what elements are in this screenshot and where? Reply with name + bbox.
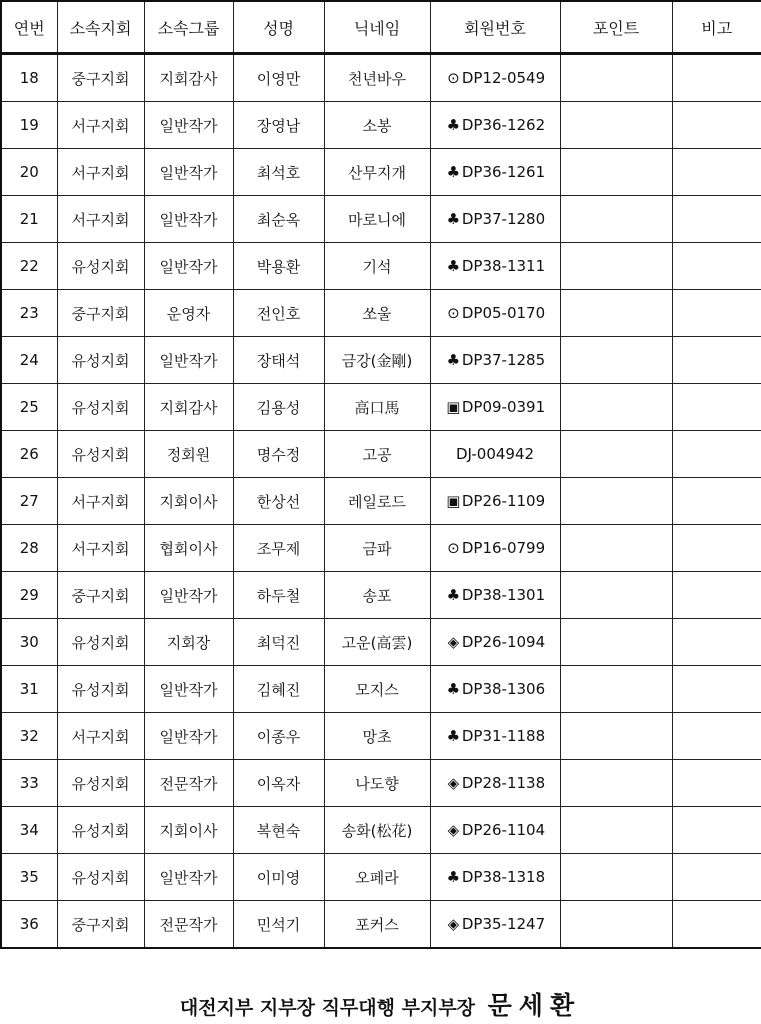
serial-cell: 23 [1,290,57,337]
nickname-cell: 고운(高雲) [324,619,430,666]
member-number-text: DP37-1285 [461,351,546,369]
branch-cell: 서구지회 [57,478,144,525]
table-row [1,901,761,949]
column-header-points: 포인트 [560,1,672,54]
member-number-cell [430,760,560,807]
serial-cell: 24 [1,337,57,384]
member-number-cell [430,807,560,854]
notes-cell [672,666,761,713]
notes-cell [672,854,761,901]
table-row [1,149,761,196]
name-cell: 이미영 [233,854,324,901]
table-row [1,807,761,854]
points-cell [560,807,672,854]
table-row [1,760,761,807]
nickname-cell: 高口馬 [324,384,430,431]
nickname-cell: 망초 [324,713,430,760]
serial-cell: 36 [1,901,57,949]
branch-cell: 유성지회 [57,337,144,384]
table-row [1,854,761,901]
group-cell: 일반작가 [144,243,233,290]
group-cell: 지회장 [144,619,233,666]
nickname-cell: 고공 [324,431,430,478]
header-row [1,1,761,54]
notes-cell [672,525,761,572]
points-cell [560,337,672,384]
member-grade-symbol: ◈ [447,774,460,792]
signature-title: 대전지부 지부장 직무대행 부지부장 [179,997,476,1019]
member-number-cell [430,525,560,572]
member-number-cell [430,243,560,290]
member-grade-symbol: ⊙ [447,304,460,322]
notes-cell [672,807,761,854]
member-number-cell [430,431,560,478]
serial-cell: 27 [1,478,57,525]
nickname-cell: 송포 [324,572,430,619]
branch-cell: 유성지회 [57,666,144,713]
table-row [1,478,761,525]
member-number-cell [430,901,560,949]
member-number-text: DJ-004942 [455,445,535,463]
member-grade-symbol: ◈ [447,821,460,839]
notes-cell [672,290,761,337]
group-cell: 일반작가 [144,854,233,901]
member-number-text: DP16-0799 [461,539,546,557]
serial-cell: 29 [1,572,57,619]
notes-cell [672,243,761,290]
table-row [1,619,761,666]
nickname-cell: 포커스 [324,901,430,949]
column-header-member-number: 회원번호 [430,1,560,54]
serial-cell: 34 [1,807,57,854]
column-header-nickname: 닉네임 [324,1,430,54]
group-cell: 전문작가 [144,901,233,949]
points-cell [560,901,672,949]
branch-cell: 중구지회 [57,54,144,102]
column-header-branch: 소속지회 [57,1,144,54]
points-cell [560,290,672,337]
member-number-text: DP38-1311 [461,257,546,275]
group-cell: 일반작가 [144,196,233,243]
notes-cell [672,54,761,102]
serial-cell: 20 [1,149,57,196]
name-cell: 이종우 [233,713,324,760]
branch-cell: 중구지회 [57,572,144,619]
table-row [1,243,761,290]
member-number-text: DP38-1306 [461,680,546,698]
member-number-text: DP31-1188 [461,727,546,745]
group-cell: 지회감사 [144,384,233,431]
member-number-cell [430,196,560,243]
notes-cell [672,572,761,619]
branch-cell: 유성지회 [57,243,144,290]
member-number-cell [430,854,560,901]
nickname-cell: 산무지개 [324,149,430,196]
nickname-cell: 모지스 [324,666,430,713]
column-header-name: 성명 [233,1,324,54]
branch-cell: 유성지회 [57,854,144,901]
member-number-text: DP12-0549 [461,69,546,87]
member-grade-symbol: ⊙ [447,539,460,557]
name-cell: 최덕진 [233,619,324,666]
branch-cell: 유성지회 [57,760,144,807]
name-cell: 박용환 [233,243,324,290]
name-cell: 김용성 [233,384,324,431]
member-number-cell [430,337,560,384]
group-cell: 일반작가 [144,149,233,196]
points-cell [560,102,672,149]
branch-cell: 중구지회 [57,901,144,949]
nickname-cell: 금강(金剛) [324,337,430,384]
nickname-cell: 마로니에 [324,196,430,243]
member-number-cell [430,572,560,619]
notes-cell [672,196,761,243]
notes-cell [672,760,761,807]
name-cell: 장태석 [233,337,324,384]
member-number-cell [430,666,560,713]
nickname-cell: 나도향 [324,760,430,807]
member-number-cell [430,54,560,102]
member-number-text: DP05-0170 [461,304,546,322]
name-cell: 전인호 [233,290,324,337]
member-number-text: DP28-1138 [461,774,546,792]
member-number-text: DP38-1301 [461,586,546,604]
nickname-cell: 오페라 [324,854,430,901]
branch-cell: 유성지회 [57,807,144,854]
signature-name: 문세환 [487,991,582,1020]
notes-cell [672,102,761,149]
table-row [1,102,761,149]
member-number-cell [430,149,560,196]
group-cell: 전문작가 [144,760,233,807]
points-cell [560,478,672,525]
serial-cell: 35 [1,854,57,901]
serial-cell: 30 [1,619,57,666]
points-cell [560,713,672,760]
table-row [1,337,761,384]
name-cell: 하두철 [233,572,324,619]
table-row [1,290,761,337]
nickname-cell: 천년바우 [324,54,430,102]
serial-cell: 33 [1,760,57,807]
points-cell [560,525,672,572]
branch-cell: 서구지회 [57,713,144,760]
notes-cell [672,478,761,525]
group-cell: 일반작가 [144,102,233,149]
member-number-text: DP38-1318 [461,868,546,886]
group-cell: 정회원 [144,431,233,478]
name-cell: 이옥자 [233,760,324,807]
table-row [1,572,761,619]
name-cell: 복현숙 [233,807,324,854]
group-cell: 일반작가 [144,666,233,713]
name-cell: 조무제 [233,525,324,572]
group-cell: 협회이사 [144,525,233,572]
notes-cell [672,149,761,196]
nickname-cell: 금파 [324,525,430,572]
notes-cell [672,384,761,431]
member-grade-symbol: ♣ [446,727,461,745]
column-header-serial: 연번 [1,1,57,54]
branch-cell: 서구지회 [57,196,144,243]
table-row [1,196,761,243]
serial-cell: 31 [1,666,57,713]
member-grade-symbol: ◈ [447,633,460,651]
member-number-cell [430,290,560,337]
member-grade-symbol: ▣ [446,398,461,416]
member-grade-symbol: ♣ [446,680,461,698]
nickname-cell: 기석 [324,243,430,290]
member-grade-symbol: ♣ [446,210,461,228]
points-cell [560,196,672,243]
points-cell [560,760,672,807]
group-cell: 지회감사 [144,54,233,102]
table-body [1,54,761,949]
name-cell: 최석호 [233,149,324,196]
serial-cell: 19 [1,102,57,149]
notes-cell [672,337,761,384]
table-row [1,54,761,102]
table-row [1,384,761,431]
nickname-cell: 소봉 [324,102,430,149]
member-grade-symbol: ♣ [446,351,461,369]
serial-cell: 22 [1,243,57,290]
member-grade-symbol: ♣ [446,868,461,886]
name-cell: 김혜진 [233,666,324,713]
serial-cell: 28 [1,525,57,572]
member-number-cell [430,713,560,760]
member-number-cell [430,102,560,149]
group-cell: 일반작가 [144,713,233,760]
serial-cell: 25 [1,384,57,431]
name-cell: 최순옥 [233,196,324,243]
column-header-group: 소속그룹 [144,1,233,54]
nickname-cell: 레일로드 [324,478,430,525]
points-cell [560,431,672,478]
table-row [1,713,761,760]
group-cell: 지회이사 [144,807,233,854]
name-cell: 한상선 [233,478,324,525]
member-grade-symbol: ♣ [446,116,461,134]
name-cell: 민석기 [233,901,324,949]
branch-cell: 서구지회 [57,525,144,572]
group-cell: 운영자 [144,290,233,337]
notes-cell [672,431,761,478]
member-number-text: DP26-1094 [461,633,546,651]
points-cell [560,243,672,290]
member-grade-symbol: ▣ [446,492,461,510]
branch-cell: 서구지회 [57,149,144,196]
serial-cell: 26 [1,431,57,478]
branch-cell: 중구지회 [57,290,144,337]
table-header [1,1,761,54]
points-cell [560,666,672,713]
group-cell: 지회이사 [144,478,233,525]
notes-cell [672,901,761,949]
points-cell [560,149,672,196]
group-cell: 일반작가 [144,572,233,619]
branch-cell: 유성지회 [57,431,144,478]
serial-cell: 18 [1,54,57,102]
member-number-text: DP26-1109 [461,492,546,510]
branch-cell: 유성지회 [57,619,144,666]
member-grade-symbol: ◈ [447,915,460,933]
signature-line [0,986,761,1022]
points-cell [560,619,672,666]
nickname-cell: 쏘울 [324,290,430,337]
group-cell: 일반작가 [144,337,233,384]
member-number-text: DP35-1247 [461,915,546,933]
member-number-cell [430,384,560,431]
serial-cell: 32 [1,713,57,760]
nickname-cell: 송화(松花) [324,807,430,854]
table-row [1,525,761,572]
member-grade-symbol: ♣ [446,257,461,275]
column-header-notes: 비고 [672,1,761,54]
member-number-cell [430,478,560,525]
serial-cell: 21 [1,196,57,243]
table-row [1,666,761,713]
name-cell: 명수정 [233,431,324,478]
member-grade-symbol: ♣ [446,586,461,604]
member-grade-symbol: ⊙ [447,69,460,87]
branch-cell: 서구지회 [57,102,144,149]
name-cell: 이영만 [233,54,324,102]
points-cell [560,572,672,619]
member-number-text: DP36-1261 [461,163,546,181]
member-number-text: DP36-1262 [461,116,546,134]
notes-cell [672,619,761,666]
points-cell [560,854,672,901]
branch-cell: 유성지회 [57,384,144,431]
points-cell [560,54,672,102]
notes-cell [672,713,761,760]
member-number-cell [430,619,560,666]
member-number-text: DP09-0391 [461,398,546,416]
member-number-text: DP37-1280 [461,210,546,228]
member-number-text: DP26-1104 [461,821,546,839]
points-cell [560,384,672,431]
member-grade-symbol: ♣ [446,163,461,181]
name-cell: 장영남 [233,102,324,149]
table-row [1,431,761,478]
